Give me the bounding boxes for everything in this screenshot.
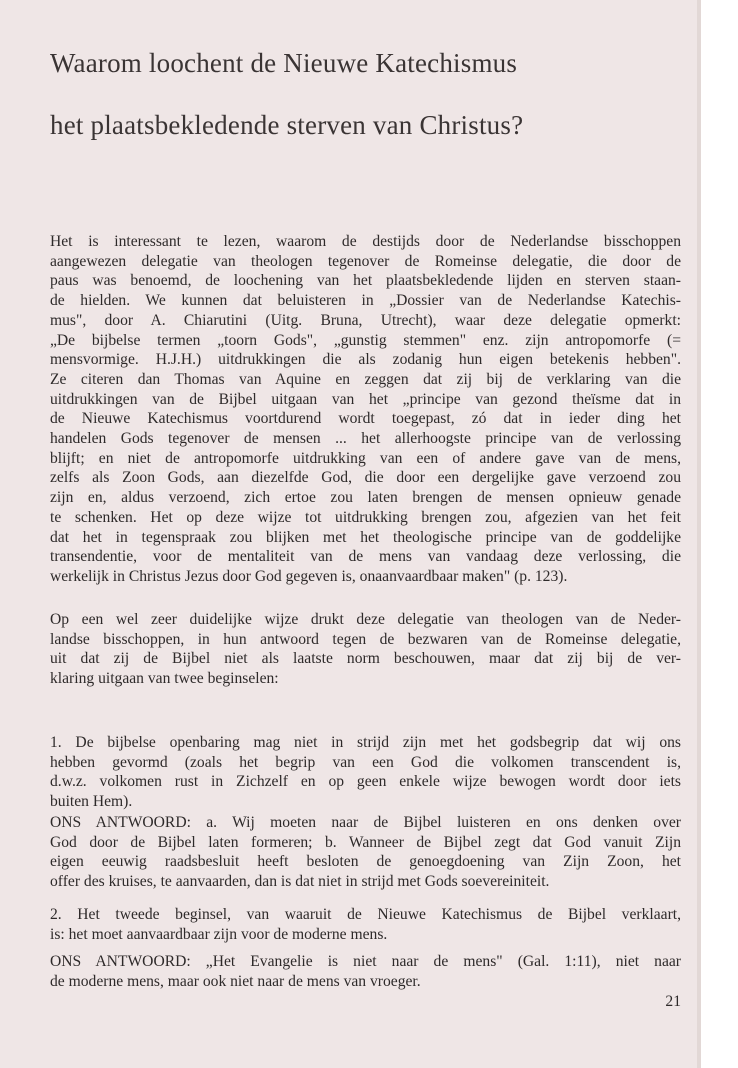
text-line: „De bijbelse termen „toorn Gods", „gunstig stemmen" enz. zijn antropomorfe (=	[50, 331, 681, 349]
text-line: hebben gevormd (zoals het begrip van een God die volkomen transcendent is,	[50, 753, 681, 771]
text-line: de Nieuwe Katechismus voortdurend wordt toegepast, zó dat in ieder ding het	[50, 410, 681, 428]
text-line: werkelijk in Christus Jezus door God gegeven is, onaanvaardbaar maken" (p. 123).	[50, 567, 568, 585]
text-line: dat het in tegenspraak zou blijken met het theologische principe van de goddelijke	[50, 528, 681, 546]
text-line: ONS ANTWOORD: a. Wij moeten naar de Bijbel luisteren en ons denken over	[50, 814, 681, 831]
text-line: paus was benoemd, de loochening van het plaatsbekledende lijden en sterven staan-	[50, 272, 681, 290]
text-line: Ze citeren dan Thomas van Aquine en zeggen dat zij bij de verklaring van die	[50, 370, 681, 388]
paragraph-2	[50, 610, 681, 689]
text-line: mensvormige. H.J.H.) uitdrukkingen die als zodanig hun eigen betekenis hebben".	[50, 351, 681, 369]
text-line: zelfs als Zoon Gods, aan diezelfde God, die door een dergelijke gave verzoend zou	[50, 469, 681, 487]
text-line: transendentie, voor de mentaliteit van de mens van vandaag deze verlossing, die	[50, 548, 681, 566]
text-line: offer des kruises, te aanvaarden, dan is dat niet in strijd met Gods soevereiniteit.	[50, 873, 550, 891]
text-line: buiten Hem).	[50, 793, 133, 811]
answer-2	[50, 952, 681, 991]
point-1	[50, 733, 681, 812]
text-line: landse bisschoppen, in hun antwoord tegen de bezwaren van de Romeinse delegatie,	[50, 630, 681, 648]
text-line: zijn en, aldus verzoend, zich ertoe zou laten brengen de mensen opnieuw genade	[50, 489, 681, 507]
text-line: te schenken. Het op deze wijze tot uitdrukking brengen zou, afgezien van het feit	[50, 508, 681, 526]
text-line: de hielden. We kunnen dat beluisteren in „Dossier van de Nederlandse Katechis-	[50, 292, 681, 310]
text-line: de moderne mens, maar ook niet naar de mens van vroeger.	[50, 972, 421, 990]
text-line: klaring uitgaan van twee beginselen:	[50, 670, 279, 688]
text-line: mus", door A. Chiarutini (Uitg. Bruna, Utrecht), waar deze delegatie opmerkt:	[50, 311, 681, 329]
point-2	[50, 905, 681, 944]
text-line: ONS ANTWOORD: „Het Evangelie is niet naar de mens" (Gal. 1:11), niet naar	[50, 953, 681, 970]
text-line: 1. De bijbelse openbaring mag niet in strijd zijn met het godsbegrip dat wij ons	[50, 734, 681, 751]
text-line: uit dat zij de Bijbel niet als laatste norm beschouwen, maar dat zij bij de ver-	[50, 650, 681, 668]
text-line: Op een wel zeer duidelijke wijze drukt deze delegatie van theologen van de Neder-	[50, 611, 681, 628]
text-line: eigen eeuwig raadsbesluit heeft besloten de genoegdoening van Zijn Zoon, het	[50, 853, 681, 871]
page-edge	[697, 0, 701, 1068]
paragraph-1	[50, 232, 681, 587]
text-line: aangewezen delegatie van theologen tegenover de Romeinse delegatie, die door de	[50, 252, 681, 270]
answer-1	[50, 813, 681, 892]
page-number: 21	[665, 993, 681, 1010]
title-line-2: het plaatsbekledende sterven van Christus?	[50, 110, 524, 140]
text-line: is: het moet aanvaardbaar zijn voor de moderne mens.	[50, 925, 388, 943]
title-line-1: Waarom loochent de Nieuwe Katechismus	[50, 48, 518, 78]
text-line: Het is interessant te lezen, waarom de destijds door de Nederlandse bisschoppen	[50, 233, 681, 250]
text-line: 2. Het tweede beginsel, van waaruit de Nieuwe Katechismus de Bijbel verklaart,	[50, 906, 681, 923]
text-line: uitdrukkingen van de Bijbel uitgaan van het „principe van gezond theïsme dat in	[50, 390, 681, 408]
text-line: d.w.z. volkomen rust in Zichzelf en op geen enkele wijze bewogen wordt door iets	[50, 773, 681, 791]
text-line: handelen Gods tegenover de mensen ... het allerhoogste principe van de verlossing	[50, 430, 681, 448]
text-line: blijft; en niet de antropomorfe uitdrukking van een of andere gave van de mens,	[50, 449, 681, 467]
text-line: God door de Bijbel laten formeren; b. Wanneer de Bijbel zegt dat God vanuit Zijn	[50, 833, 681, 851]
